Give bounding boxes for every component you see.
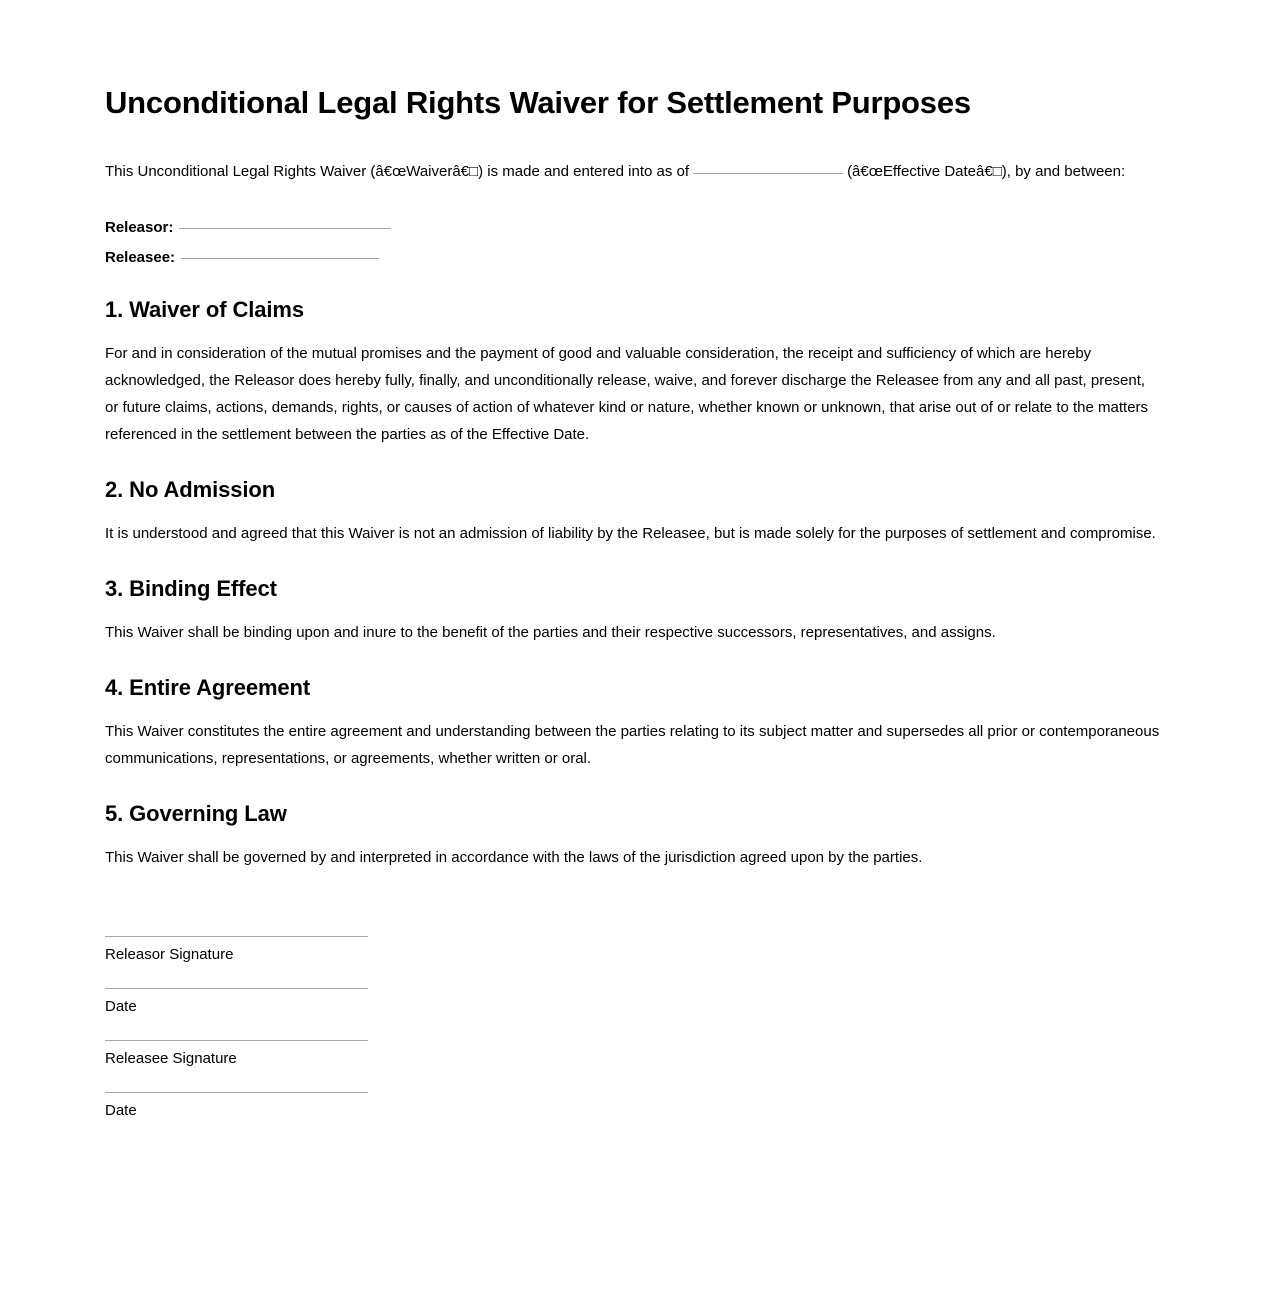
sections-container xyxy=(105,296,1161,899)
releasee-date-field xyxy=(105,1092,525,1122)
section-1-heading: 1. Waiver of Claims xyxy=(105,297,305,322)
intro-text-after-blank: (â€œEffective Dateâ€□), by and between: xyxy=(847,163,1126,180)
releasor-label: Releasor: xyxy=(105,219,174,236)
section-1-body: For and in consideration of the mutual promises and the payment of good and valuable consideration, the receipt and sufficiency of which are hereby acknowledged, the Releasor does hereby fully, finally, and unconditionally release, waive, and forever discharge the Releasee from any and all past, present, or future claims, actions, demands, rights, or causes of action of whatever kind or nature, whether known or unknown, that arise out of or relate to the matters referenced in the settlement between the parties as of the Effective Date. xyxy=(105,345,1149,443)
releasee-signature-field xyxy=(105,1040,525,1070)
effective-date-blank[interactable] xyxy=(693,161,843,174)
section-4-body: This Waiver constitutes the entire agreement and understanding between the parties relating to its subject matter and supersedes all prior or contemporaneous communications, representations, or agreements, whether written or oral. xyxy=(105,723,1160,767)
releasor-date-field xyxy=(105,988,525,1018)
releasee-date-label: Date xyxy=(105,1102,137,1119)
releasee-signature-line[interactable] xyxy=(105,1040,368,1041)
section-no-admission xyxy=(105,476,1161,547)
section-governing-law xyxy=(105,800,1161,871)
releasee-row xyxy=(105,245,1161,271)
section-3-body: This Waiver shall be binding upon and inure to the benefit of the parties and their respective successors, representatives, and assigns. xyxy=(105,624,996,641)
section-2-heading: 2. No Admission xyxy=(105,477,276,502)
releasor-date-label: Date xyxy=(105,998,137,1015)
releasor-name-blank[interactable] xyxy=(179,217,391,229)
section-2-body: It is understood and agreed that this Waiver is not an admission of liability by the Releasee, but is made solely for the purposes of settlement and compromise. xyxy=(105,525,1156,542)
releasor-signature-field xyxy=(105,936,525,966)
section-entire-agreement xyxy=(105,674,1161,772)
section-5-body: This Waiver shall be governed by and interpreted in accordance with the laws of the jurisdiction agreed upon by the parties. xyxy=(105,849,923,866)
section-binding-effect xyxy=(105,575,1161,646)
section-5-heading: 5. Governing Law xyxy=(105,801,287,826)
section-waiver-of-claims xyxy=(105,296,1161,448)
releasee-name-blank[interactable] xyxy=(181,247,379,259)
releasee-signature-label: Releasee Signature xyxy=(105,1050,237,1067)
releasor-signature-line[interactable] xyxy=(105,936,368,937)
releasor-row xyxy=(105,215,1161,241)
intro-text-before-blank: This Unconditional Legal Rights Waiver (â€œWaiverâ€□) is made and entered into as of xyxy=(105,163,690,180)
page-title: Unconditional Legal Rights Waiver for Settlement Purposes xyxy=(105,85,971,120)
section-4-heading: 4. Entire Agreement xyxy=(105,675,311,700)
releasee-date-line[interactable] xyxy=(105,1092,368,1093)
parties-block xyxy=(105,215,1161,275)
releasor-signature-label: Releasor Signature xyxy=(105,946,234,963)
releasee-label: Releasee: xyxy=(105,249,176,266)
signature-block xyxy=(105,936,525,1144)
intro-paragraph xyxy=(105,158,1161,185)
section-3-heading: 3. Binding Effect xyxy=(105,576,277,601)
releasor-date-line[interactable] xyxy=(105,988,368,989)
